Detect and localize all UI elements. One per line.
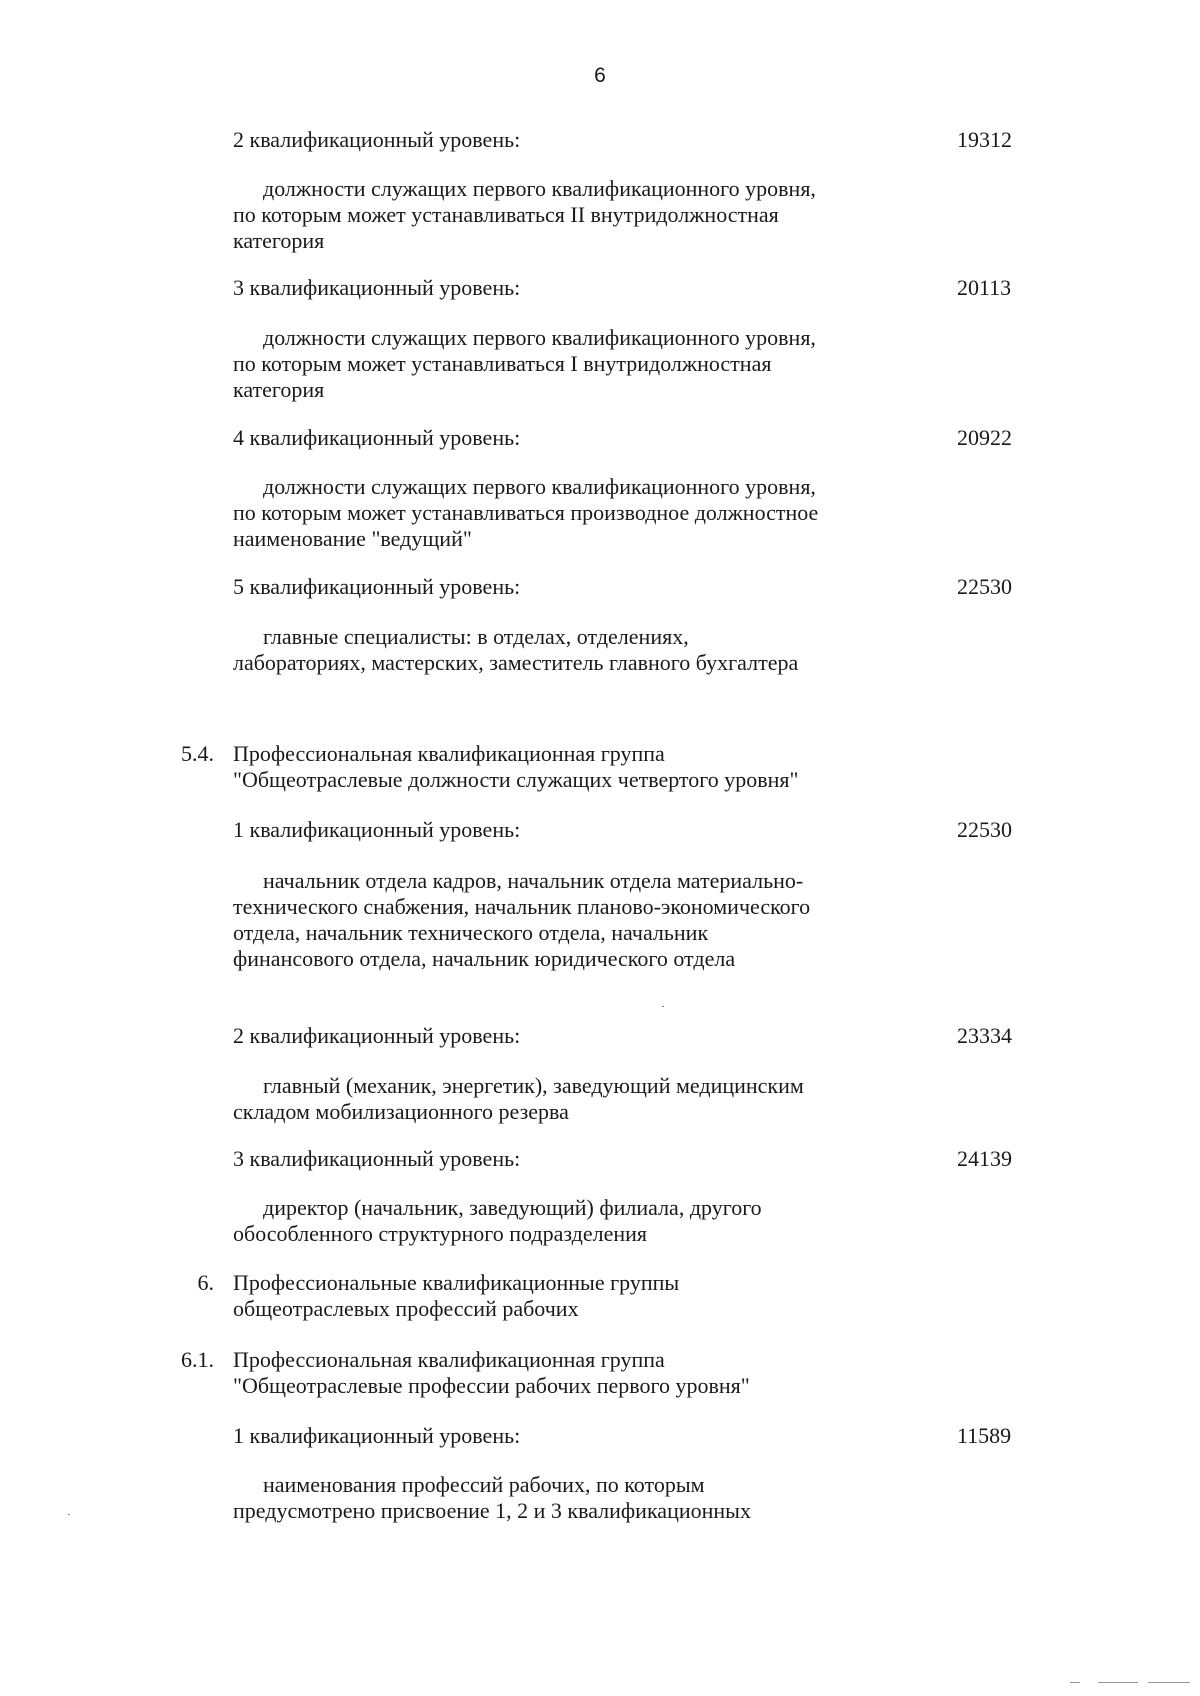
description-line: наименования профессий рабочих, по которым (263, 1472, 705, 1497)
description-line: по которым может устанавливаться II внутридолжностная (233, 202, 779, 227)
description-line: отдела, начальник технического отдела, начальник (233, 920, 709, 945)
description-line: обособленного структурного подразделения (233, 1221, 648, 1246)
salary-value: 24139 (957, 1146, 1012, 1171)
section-heading-line: общеотраслевых профессий рабочих (233, 1296, 579, 1321)
scan-speck (662, 1006, 664, 1007)
qualification-level-label: 2 квалификационный уровень: (233, 1023, 521, 1048)
section-heading-line: "Общеотраслевые профессии рабочих первого уровня" (233, 1373, 750, 1398)
description-line: технического снабжения, начальник планово-экономического (233, 894, 811, 919)
scan-speck (68, 1514, 70, 1515)
description-line: должности служащих первого квалификационного уровня, (263, 176, 816, 201)
description-line: директор (начальник, заведующий) филиала, другого (263, 1195, 762, 1220)
page-number: 6 (594, 64, 606, 87)
qualification-level-label: 5 квалификационный уровень: (233, 574, 521, 599)
scan-mark (1070, 1682, 1080, 1683)
description-line: категория (233, 228, 325, 253)
qualification-level-label: 1 квалификационный уровень: (233, 817, 521, 842)
salary-value: 23334 (957, 1023, 1012, 1048)
description-line: наименование "ведущий" (233, 526, 472, 551)
section-number: 6.1. (181, 1347, 214, 1372)
qualification-level-label: 4 квалификационный уровень: (233, 425, 521, 450)
description-line: главные специалисты: в отделах, отделениях, (263, 624, 689, 649)
description-line: по которым может устанавливаться I внутридолжностная (233, 351, 772, 376)
section-heading-line: "Общеотраслевые должности служащих четвертого уровня" (233, 767, 799, 792)
salary-value: 20113 (957, 275, 1012, 300)
scan-mark (1098, 1682, 1138, 1683)
section-heading-line: Профессиональная квалификационная группа (233, 741, 665, 766)
salary-value: 11589 (957, 1423, 1012, 1448)
salary-value: 20922 (957, 425, 1012, 450)
description-line: категория (233, 377, 325, 402)
section-number: 6. (197, 1270, 214, 1295)
description-line: главный (механик, энергетик), заведующий медицинским (263, 1073, 804, 1098)
description-line: предусмотрено присвоение 1, 2 и 3 квалификационных (233, 1498, 751, 1523)
description-line: финансового отдела, начальник юридического отдела (233, 946, 736, 971)
qualification-level-label: 2 квалификационный уровень: (233, 127, 521, 152)
qualification-level-label: 1 квалификационный уровень: (233, 1423, 521, 1448)
qualification-level-label: 3 квалификационный уровень: (233, 275, 521, 300)
scan-mark (1148, 1682, 1190, 1683)
qualification-level-label: 3 квалификационный уровень: (233, 1146, 521, 1171)
section-number: 5.4. (181, 741, 214, 766)
description-line: начальник отдела кадров, начальник отдела материально- (263, 868, 804, 893)
description-line: должности служащих первого квалификационного уровня, (263, 325, 816, 350)
section-heading-line: Профессиональные квалификационные группы (233, 1270, 680, 1295)
salary-value: 22530 (957, 574, 1012, 599)
salary-value: 22530 (957, 817, 1012, 842)
description-line: складом мобилизационного резерва (233, 1099, 569, 1124)
description-line: лабораториях, мастерских, заместитель главного бухгалтера (233, 650, 799, 675)
salary-value: 19312 (957, 127, 1012, 152)
description-line: должности служащих первого квалификационного уровня, (263, 474, 816, 499)
description-line: по которым может устанавливаться производное должностное (233, 500, 819, 525)
section-heading-line: Профессиональная квалификационная группа (233, 1347, 665, 1372)
